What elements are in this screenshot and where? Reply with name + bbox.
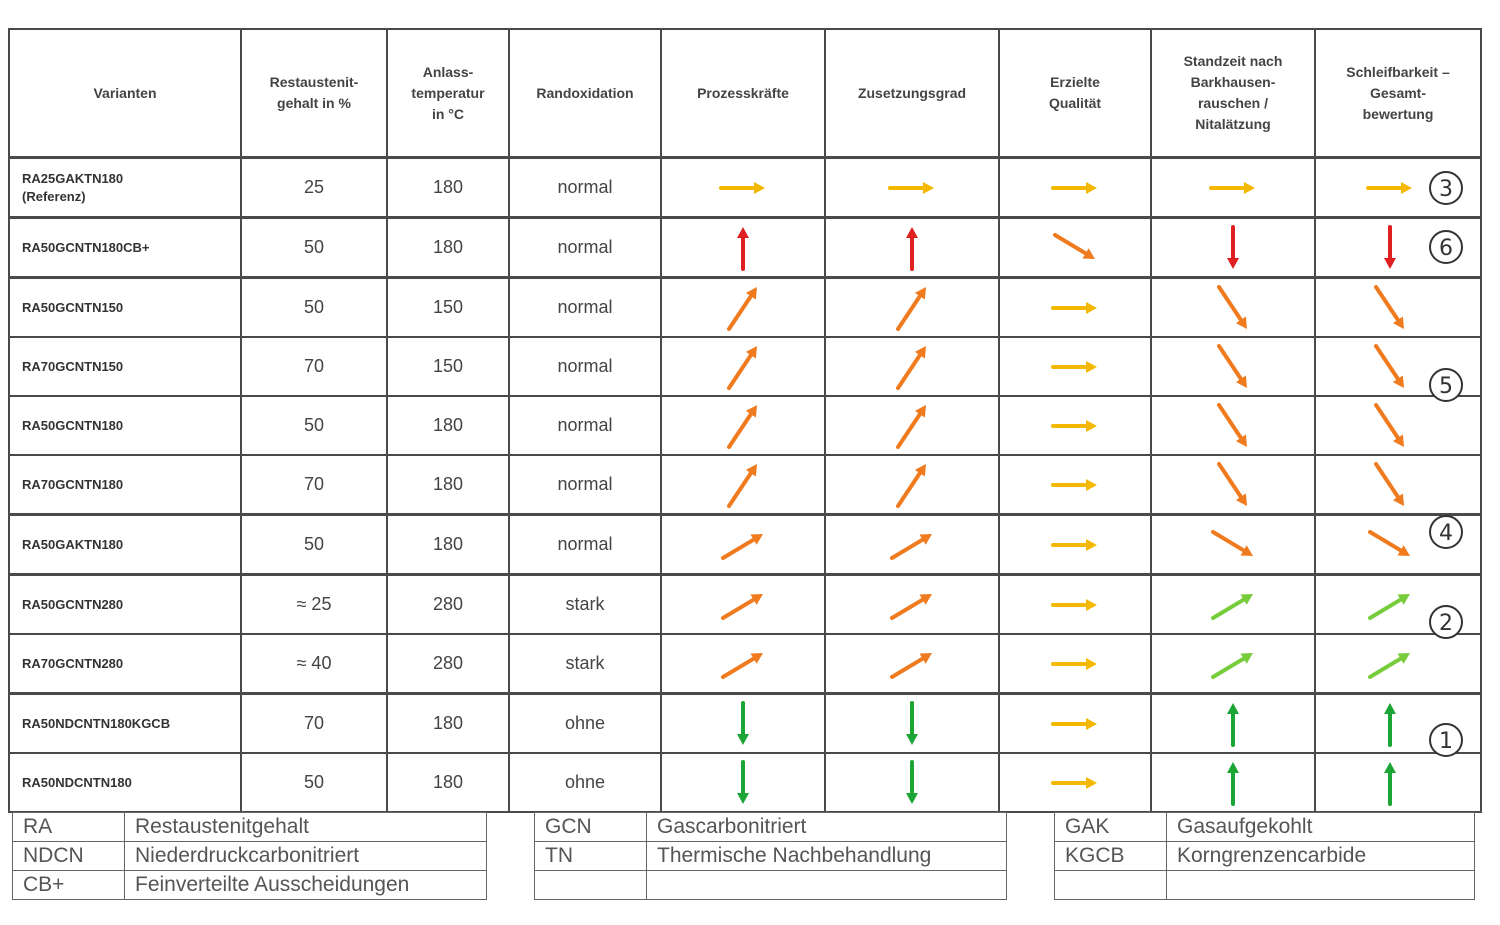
tool-life-arrow-icon: [1203, 460, 1263, 510]
group-rank-marker: [1428, 229, 1464, 265]
rating-cell: [1151, 158, 1315, 218]
legend-abbr: TN: [535, 842, 647, 871]
header-edge-oxidation: Randoxidation: [509, 29, 661, 158]
legend-table-1: [12, 812, 487, 900]
tempering-temperature-value: 280: [387, 634, 509, 694]
clogging-degree-arrow-icon: [882, 699, 942, 749]
svg-text:1: 1: [1439, 729, 1453, 754]
variant-name: RA50GAKTN180: [9, 515, 241, 575]
rating-cell: [1315, 278, 1481, 338]
rating-cell: [825, 337, 999, 396]
rating-cell: [1151, 218, 1315, 278]
retained-austenite-value: 50: [241, 515, 387, 575]
legend-row: [535, 842, 1007, 871]
rating-cell: [1151, 337, 1315, 396]
edge-oxidation-value: ohne: [509, 694, 661, 754]
clogging-degree-arrow-icon: [882, 163, 942, 213]
rating-cell: [1151, 396, 1315, 455]
quality-arrow-icon: [1045, 699, 1105, 749]
grindability-arrow-icon: [1360, 223, 1420, 273]
legend-desc: Restaustenitgehalt: [125, 813, 487, 842]
rating-cell: [825, 396, 999, 455]
rating-cell: [1315, 455, 1481, 515]
rating-cell: [825, 455, 999, 515]
legend-abbr: RA: [13, 813, 125, 842]
quality-arrow-icon: [1045, 163, 1105, 213]
quality-arrow-icon: [1045, 639, 1105, 689]
table-row: [9, 634, 1481, 694]
quality-arrow-icon: [1045, 401, 1105, 451]
table-row: [9, 575, 1481, 635]
rating-cell: [661, 396, 825, 455]
edge-oxidation-value: normal: [509, 337, 661, 396]
rating-cell: [661, 753, 825, 812]
svg-text:6: 6: [1439, 236, 1453, 261]
process-forces-arrow-icon: [713, 520, 773, 570]
rating-cell: [1151, 694, 1315, 754]
edge-oxidation-value: stark: [509, 634, 661, 694]
process-forces-arrow-icon: [713, 283, 773, 333]
rating-cell: [825, 634, 999, 694]
process-forces-arrow-icon: [713, 223, 773, 273]
legend-row: [1055, 842, 1475, 871]
rating-cell: [999, 575, 1151, 635]
table-row: [9, 278, 1481, 338]
clogging-degree-arrow-icon: [882, 758, 942, 808]
rating-cell: [661, 337, 825, 396]
rating-cell: [999, 515, 1151, 575]
table-row: [9, 753, 1481, 812]
rating-cell: [1151, 278, 1315, 338]
table-row: [9, 515, 1481, 575]
variant-name: RA50NDCNTN180KGCB: [9, 694, 241, 754]
retained-austenite-value: 50: [241, 753, 387, 812]
svg-text:3: 3: [1439, 177, 1453, 202]
rating-cell: [999, 158, 1151, 218]
retained-austenite-value: 70: [241, 337, 387, 396]
table-row: [9, 218, 1481, 278]
rating-cell: [661, 575, 825, 635]
rating-cell: [1151, 455, 1315, 515]
legend-abbr: GCN: [535, 813, 647, 842]
legend-desc: Niederdruckcarbonitriert: [125, 842, 487, 871]
rating-cell: [825, 575, 999, 635]
tempering-temperature-value: 180: [387, 455, 509, 515]
legend-abbr: GAK: [1055, 813, 1167, 842]
retained-austenite-value: 50: [241, 218, 387, 278]
variant-name: RA70GCNTN180: [9, 455, 241, 515]
process-forces-arrow-icon: [713, 639, 773, 689]
rating-cell: [999, 278, 1151, 338]
rating-cell: [825, 694, 999, 754]
retained-austenite-value: 70: [241, 694, 387, 754]
quality-arrow-icon: [1045, 283, 1105, 333]
edge-oxidation-value: normal: [509, 278, 661, 338]
edge-oxidation-value: normal: [509, 158, 661, 218]
legend-desc: Korngrenzencarbide: [1167, 842, 1475, 871]
rating-cell: [825, 158, 999, 218]
edge-oxidation-value: ohne: [509, 753, 661, 812]
tempering-temperature-value: 180: [387, 694, 509, 754]
process-forces-arrow-icon: [713, 580, 773, 630]
rating-cell: [1315, 753, 1481, 812]
rating-cell: [1151, 515, 1315, 575]
rating-cell: [999, 753, 1151, 812]
rating-cell: [999, 455, 1151, 515]
tool-life-arrow-icon: [1203, 699, 1263, 749]
grindability-arrow-icon: [1360, 699, 1420, 749]
legend-row: [13, 813, 487, 842]
rating-cell: [999, 694, 1151, 754]
rating-cell: [1315, 634, 1481, 694]
process-forces-arrow-icon: [713, 401, 773, 451]
tempering-temperature-value: 180: [387, 158, 509, 218]
legend-desc: Gascarbonitriert: [647, 813, 1007, 842]
tempering-temperature-value: 180: [387, 753, 509, 812]
clogging-degree-arrow-icon: [882, 223, 942, 273]
svg-text:4: 4: [1439, 521, 1453, 546]
legend-abbr: KGCB: [1055, 842, 1167, 871]
rating-cell: [661, 455, 825, 515]
clogging-degree-arrow-icon: [882, 580, 942, 630]
tool-life-arrow-icon: [1203, 758, 1263, 808]
rating-cell: [1151, 753, 1315, 812]
rating-cell: [825, 515, 999, 575]
table-row: [9, 337, 1481, 396]
header-variants: Varianten: [9, 29, 241, 158]
header-achieved-quality: Erzielte Qualität: [999, 29, 1151, 158]
variant-name: RA70GCNTN280: [9, 634, 241, 694]
quality-arrow-icon: [1045, 580, 1105, 630]
process-forces-arrow-icon: [713, 342, 773, 392]
rating-cell: [661, 694, 825, 754]
svg-text:5: 5: [1439, 374, 1453, 399]
legend-abbr: [1055, 871, 1167, 900]
header-tempering-temperature: Anlass- temperatur in °C: [387, 29, 509, 158]
legend-row: [1055, 871, 1475, 900]
legend-row: [535, 813, 1007, 842]
retained-austenite-value: 50: [241, 396, 387, 455]
tempering-temperature-value: 280: [387, 575, 509, 635]
grindability-arrow-icon: [1360, 163, 1420, 213]
retained-austenite-value: 70: [241, 455, 387, 515]
header-grindability-rating: Schleifbarkeit – Gesamt- bewertung: [1315, 29, 1481, 158]
process-forces-arrow-icon: [713, 460, 773, 510]
grindability-arrow-icon: [1360, 342, 1420, 392]
variant-name: RA50GCNTN280: [9, 575, 241, 635]
table-row: [9, 694, 1481, 754]
group-rank-marker: [1428, 367, 1464, 403]
grindability-arrow-icon: [1360, 580, 1420, 630]
header-retained-austenite: Restaustenit- gehalt in %: [241, 29, 387, 158]
variant-name: RA50GCNTN180: [9, 396, 241, 455]
group-rank-marker: [1428, 170, 1464, 206]
retained-austenite-value: 25: [241, 158, 387, 218]
legend-desc: Thermische Nachbehandlung: [647, 842, 1007, 871]
tool-life-arrow-icon: [1203, 639, 1263, 689]
edge-oxidation-value: normal: [509, 455, 661, 515]
clogging-degree-arrow-icon: [882, 520, 942, 570]
variant-name: RA25GAKTN180 (Referenz): [9, 158, 241, 218]
header-row: [9, 29, 1481, 158]
table-row: [9, 396, 1481, 455]
rating-cell: [825, 753, 999, 812]
legend-table-3: [1054, 812, 1475, 900]
tool-life-arrow-icon: [1203, 580, 1263, 630]
evaluation-table: [8, 28, 1482, 813]
header-process-forces: Prozesskräfte: [661, 29, 825, 158]
tempering-temperature-value: 150: [387, 337, 509, 396]
tool-life-arrow-icon: [1203, 520, 1263, 570]
rating-cell: [661, 278, 825, 338]
tool-life-arrow-icon: [1203, 283, 1263, 333]
legend-desc: [647, 871, 1007, 900]
grindability-arrow-icon: [1360, 639, 1420, 689]
group-rank-marker: [1428, 514, 1464, 550]
rating-cell: [1151, 575, 1315, 635]
variant-name: RA50GCNTN150: [9, 278, 241, 338]
rating-cell: [661, 515, 825, 575]
tempering-temperature-value: 150: [387, 278, 509, 338]
legend-desc: [1167, 871, 1475, 900]
tool-life-arrow-icon: [1203, 223, 1263, 273]
legend-desc: Feinverteilte Ausscheidungen: [125, 871, 487, 900]
variant-name: RA50GCNTN180CB+: [9, 218, 241, 278]
tempering-temperature-value: 180: [387, 515, 509, 575]
grindability-arrow-icon: [1360, 520, 1420, 570]
variant-name: RA50NDCNTN180: [9, 753, 241, 812]
group-rank-marker: [1428, 604, 1464, 640]
retained-austenite-value: ≈ 40: [241, 634, 387, 694]
clogging-degree-arrow-icon: [882, 283, 942, 333]
quality-arrow-icon: [1045, 460, 1105, 510]
rating-cell: [999, 218, 1151, 278]
rating-cell: [661, 218, 825, 278]
header-tool-life: Standzeit nach Barkhausen- rauschen / Nitalätzung: [1151, 29, 1315, 158]
legend-table-2: [534, 812, 1007, 900]
group-rank-marker: [1428, 722, 1464, 758]
tool-life-arrow-icon: [1203, 163, 1263, 213]
legend-abbr: CB+: [13, 871, 125, 900]
tempering-temperature-value: 180: [387, 396, 509, 455]
process-forces-arrow-icon: [713, 163, 773, 213]
rating-cell: [661, 158, 825, 218]
rating-cell: [1315, 396, 1481, 455]
tool-life-arrow-icon: [1203, 342, 1263, 392]
legend-row: [13, 871, 487, 900]
grindability-arrow-icon: [1360, 401, 1420, 451]
quality-arrow-icon: [1045, 342, 1105, 392]
rating-cell: [1151, 634, 1315, 694]
clogging-degree-arrow-icon: [882, 460, 942, 510]
grindability-arrow-icon: [1360, 460, 1420, 510]
retained-austenite-value: ≈ 25: [241, 575, 387, 635]
edge-oxidation-value: stark: [509, 575, 661, 635]
legend-row: [535, 871, 1007, 900]
tempering-temperature-value: 180: [387, 218, 509, 278]
variant-name: RA70GCNTN150: [9, 337, 241, 396]
svg-text:2: 2: [1439, 611, 1453, 636]
legend-row: [13, 842, 487, 871]
clogging-degree-arrow-icon: [882, 401, 942, 451]
rating-cell: [999, 634, 1151, 694]
legend-row: [1055, 813, 1475, 842]
rating-cell: [999, 337, 1151, 396]
quality-arrow-icon: [1045, 520, 1105, 570]
edge-oxidation-value: normal: [509, 396, 661, 455]
header-clogging-degree: Zusetzungsgrad: [825, 29, 999, 158]
legend-desc: Gasaufgekohlt: [1167, 813, 1475, 842]
edge-oxidation-value: normal: [509, 218, 661, 278]
grindability-arrow-icon: [1360, 758, 1420, 808]
table-row: [9, 158, 1481, 218]
legend-abbr: [535, 871, 647, 900]
quality-arrow-icon: [1045, 223, 1105, 273]
rating-cell: [661, 634, 825, 694]
rating-cell: [825, 218, 999, 278]
process-forces-arrow-icon: [713, 758, 773, 808]
clogging-degree-arrow-icon: [882, 639, 942, 689]
retained-austenite-value: 50: [241, 278, 387, 338]
tool-life-arrow-icon: [1203, 401, 1263, 451]
edge-oxidation-value: normal: [509, 515, 661, 575]
quality-arrow-icon: [1045, 758, 1105, 808]
legend-abbr: NDCN: [13, 842, 125, 871]
rating-cell: [999, 396, 1151, 455]
clogging-degree-arrow-icon: [882, 342, 942, 392]
grindability-arrow-icon: [1360, 283, 1420, 333]
process-forces-arrow-icon: [713, 699, 773, 749]
rating-cell: [825, 278, 999, 338]
table-row: [9, 455, 1481, 515]
